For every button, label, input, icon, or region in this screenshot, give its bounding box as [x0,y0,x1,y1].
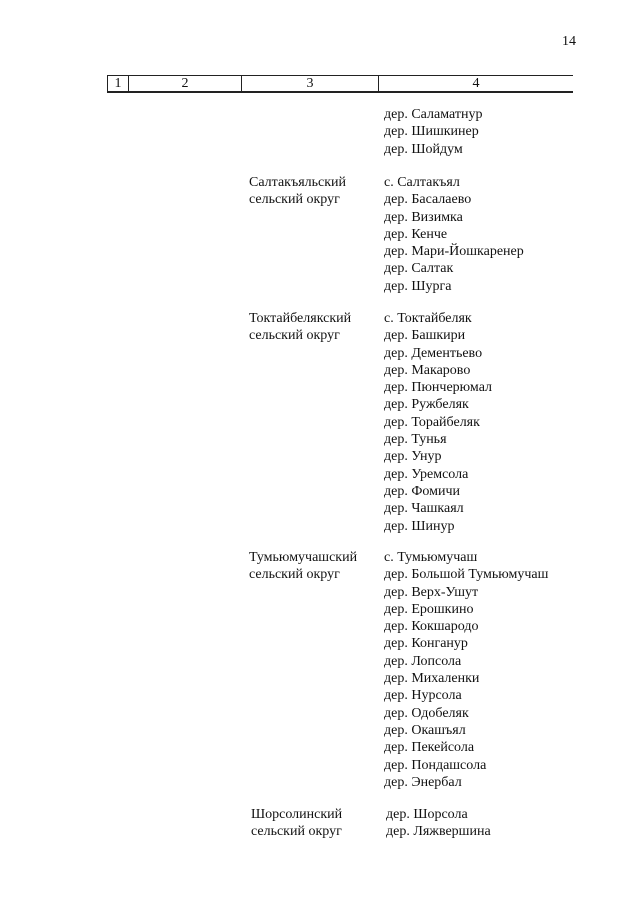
settlement-item: дер. Фомичи [384,483,461,499]
settlement-item: дер. Нурсола [384,688,462,704]
district-name [249,174,379,209]
district-name [249,310,379,345]
district-name-line1: Токтайбелякский [249,311,352,326]
settlement-item: дер. Визимка [384,209,463,225]
settlement-list [384,310,584,535]
settlement-item: дер. Шурга [384,278,452,294]
district-name [249,549,379,584]
settlement-item: дер. Кенче [384,226,448,242]
district-name-line1: Шорсолинский [251,807,343,822]
settlement-item: дер. Одобеляк [384,705,469,721]
settlement-item: дер. Унур [384,449,442,465]
district-name-line1: Салтакъяльский [249,175,347,190]
settlement-list [386,806,586,841]
settlement-item: дер. Пондашсола [384,757,487,773]
settlement-item: дер. Ерошкино [384,601,474,617]
settlement-item: дер. Уремсола [384,466,469,482]
settlement-item: дер. Макарово [384,362,471,378]
header-col-4: 4 [472,76,480,91]
settlement-item: дер. Шойдум [384,141,463,157]
district-name-line2: сельский округ [249,328,340,344]
settlement-item: с. Тумьюмучаш [384,550,478,565]
settlement-item: дер. Шишкинер [384,124,479,140]
settlement-item: дер. Шинур [384,518,455,534]
settlement-item: дер. Саламатнур [384,107,483,122]
settlement-item: дер. Салтак [384,261,454,277]
settlement-item: дер. Конганур [384,636,468,652]
settlement-item: дер. Ружбеляк [384,397,469,413]
settlement-item: дер. Шорсола [386,807,468,822]
settlement-item: дер. Тунья [384,432,447,448]
settlement-item: дер. Лопсола [384,653,462,669]
settlement-list [384,549,584,791]
district-name-line2: сельский округ [249,567,340,583]
settlement-item: дер. Торайбеляк [384,414,480,430]
settlement-item: дер. Басалаево [384,192,472,208]
header-col-3: 3 [242,76,379,91]
settlement-item: дер. Окашъял [384,722,466,738]
settlement-item: дер. Чашкаял [384,501,464,517]
settlement-item: дер. Кокшародо [384,619,479,635]
settlement-item: дер. Мари-Йошкаренер [384,244,524,260]
header-col-1: 1 [107,76,129,91]
settlement-list [384,174,584,295]
settlement-item: дер. Ляжвершина [386,824,491,840]
district-name-line1: Тумьюмучашский [249,550,358,565]
header-col-2: 2 [129,76,242,91]
district-name [251,806,381,841]
settlement-item: дер. Верх-Ушут [384,584,479,600]
settlement-item: дер. Большой Тумьюмучаш [384,567,549,583]
settlement-item: с. Токтайбеляк [384,311,472,326]
district-name-line2: сельский округ [251,824,342,840]
settlement-item: дер. Башкири [384,328,466,344]
settlement-item: дер. Пекейсола [384,740,475,756]
settlement-item: дер. Дементьево [384,345,483,361]
settlement-item: дер. Михаленки [384,671,480,687]
page-number: 14 [562,34,576,49]
settlement-item: дер. Пюнчерюмал [384,380,493,396]
settlement-list [384,106,584,158]
table-header-row [107,75,573,93]
district-name-line2: сельский округ [249,192,340,208]
settlement-item: дер. Энербал [384,774,462,790]
settlement-item: с. Салтакъял [384,175,460,190]
